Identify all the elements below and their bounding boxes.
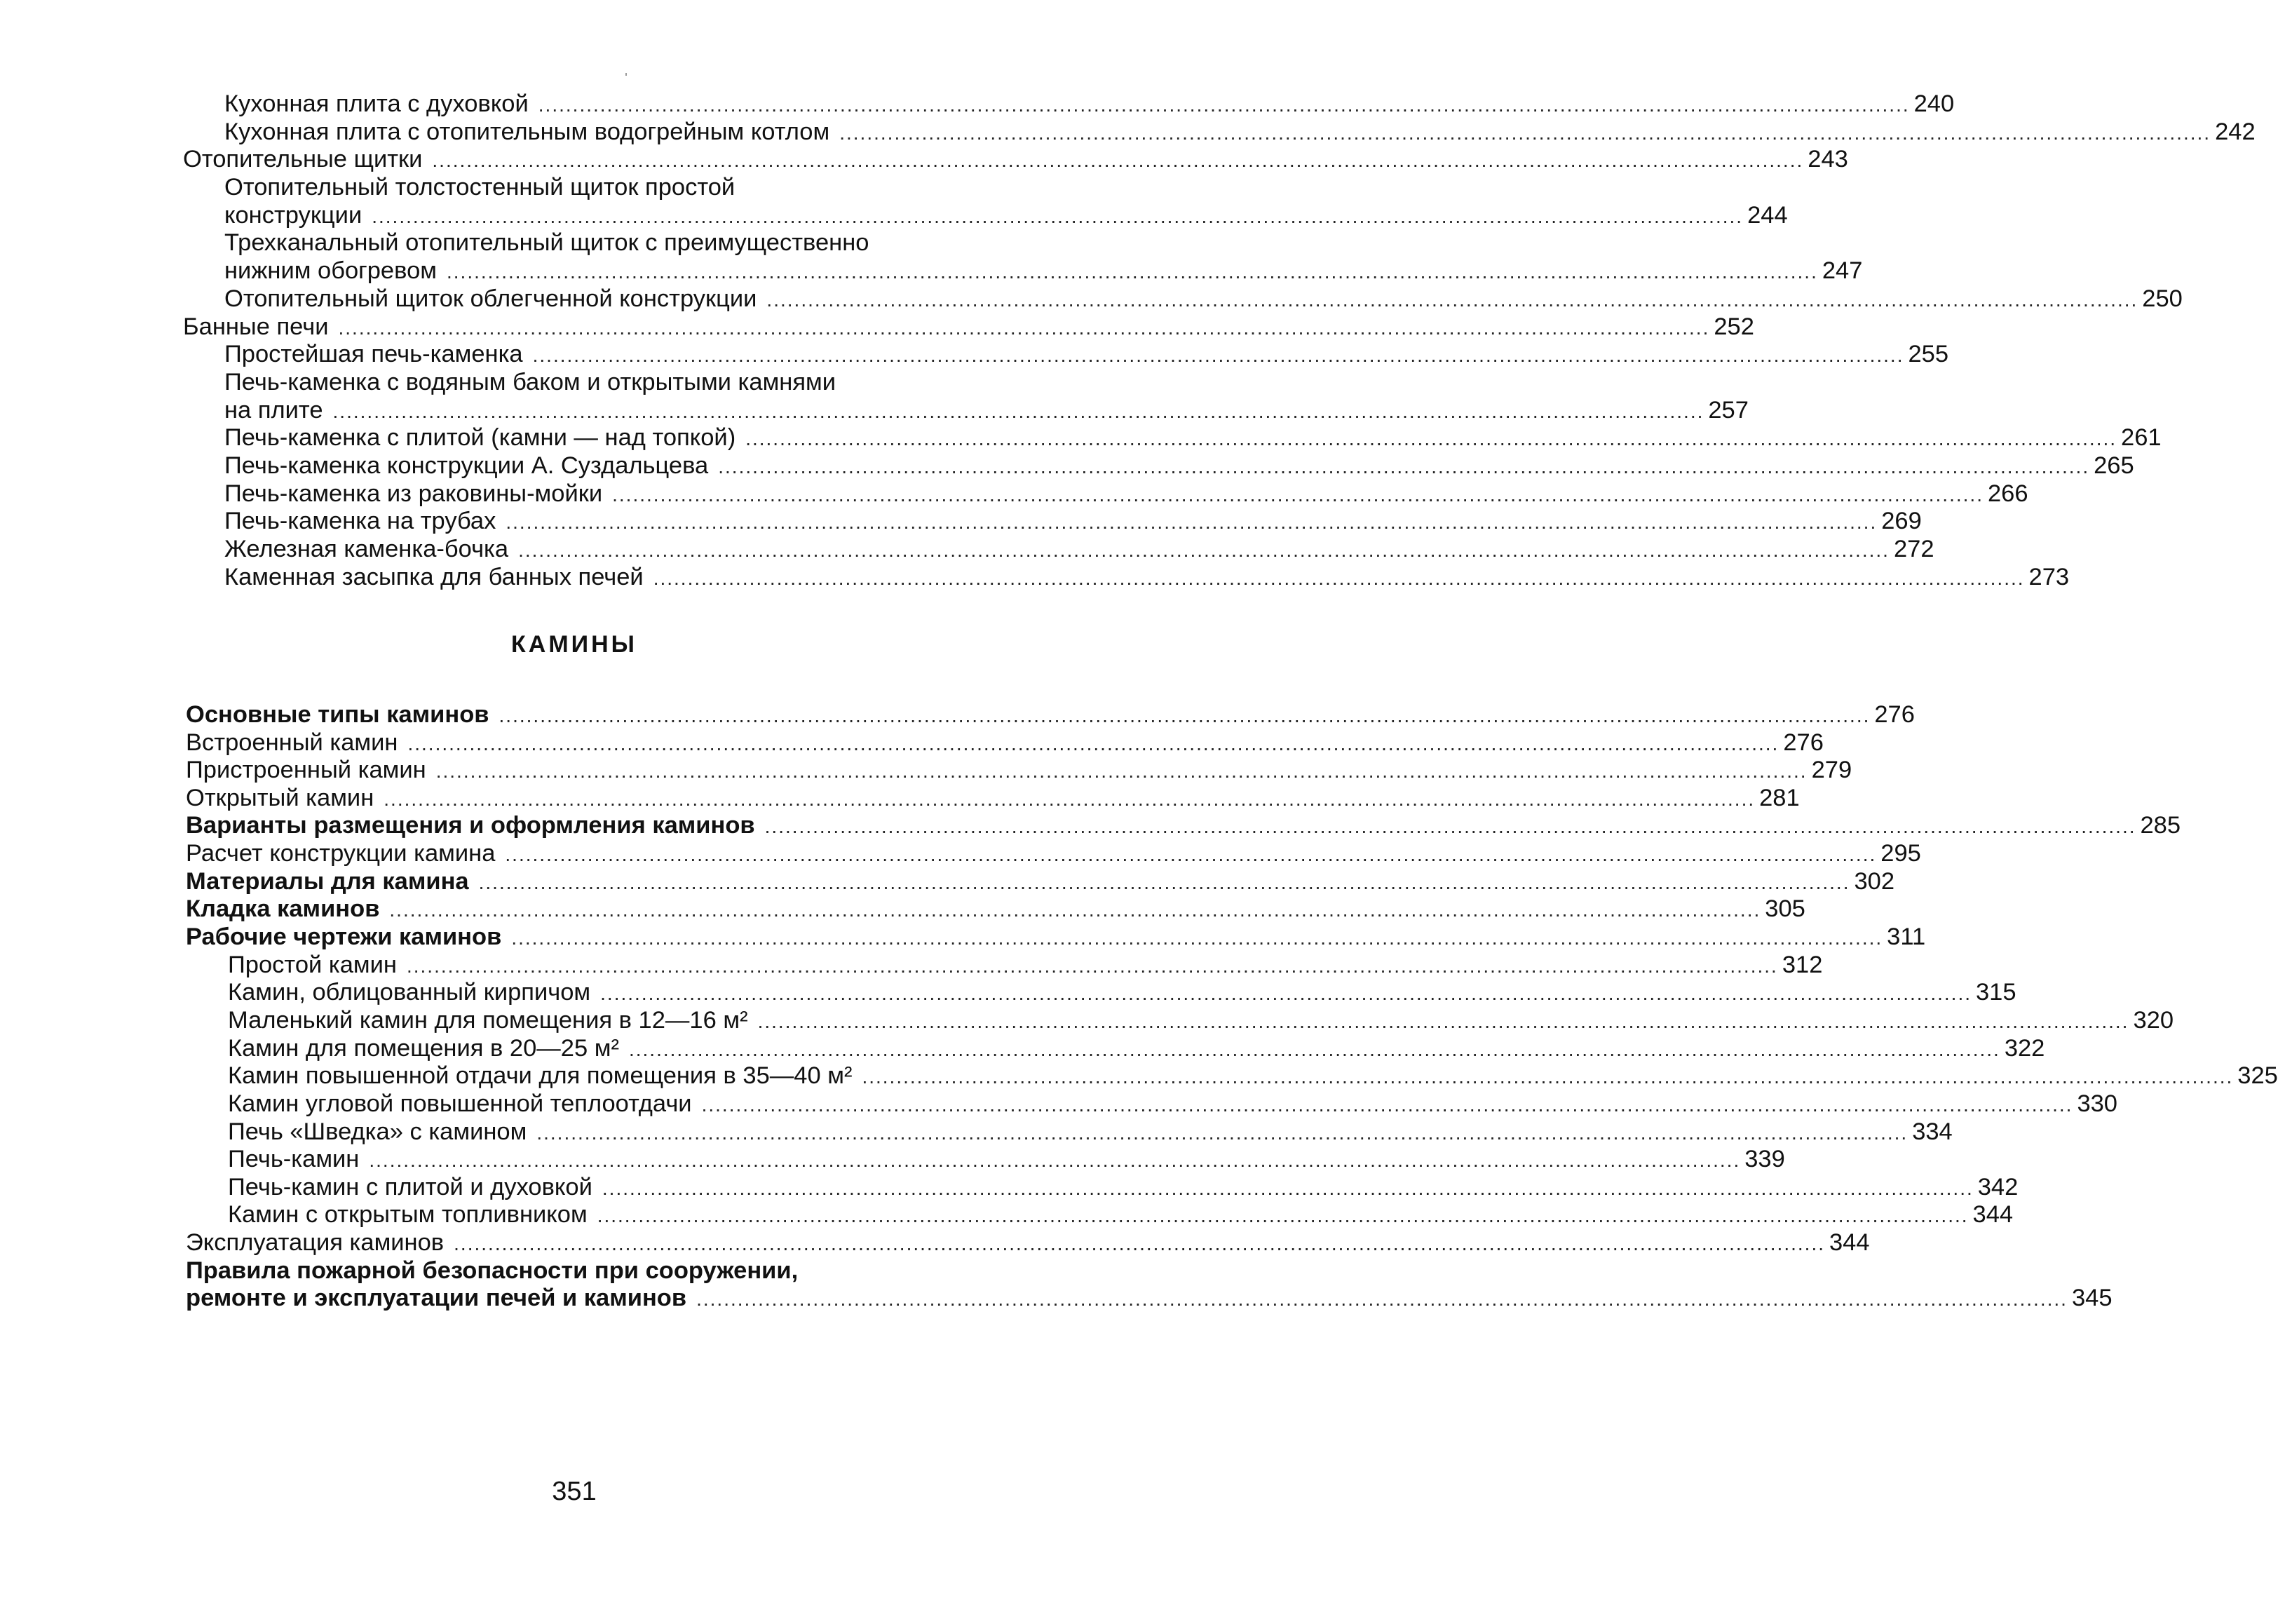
dot-leader: ........................................................................................................................................................................................................	[332, 400, 1704, 422]
toc-entry-title: Печь-каменка из раковины-мойки	[224, 480, 603, 507]
toc-entry-title: Каменная засыпка для банных печей	[224, 564, 644, 590]
toc-entry-title: Камин, облицованный кирпичом	[228, 979, 591, 1006]
toc-entry	[224, 563, 2070, 593]
toc-entry-page: 344	[1972, 1201, 2014, 1228]
toc-entry	[224, 340, 1949, 370]
toc-entry	[228, 1118, 1953, 1147]
toc-entry-title: Кухонная плита с духовкой	[224, 90, 529, 117]
toc-entry	[228, 1006, 2174, 1036]
toc-entry-title: Камин с открытым топливником	[228, 1201, 588, 1228]
toc-entry	[228, 1090, 2117, 1119]
toc-entry-title-cont: нижним обогревом	[224, 257, 437, 284]
toc-entry	[224, 90, 1955, 119]
scan-speck	[625, 73, 627, 76]
dot-leader: ........................................................................................................................................................................................................	[435, 760, 1808, 782]
toc-entry-page: 305	[1765, 895, 1805, 922]
toc-entry-title-cont: конструкции	[224, 202, 362, 229]
toc-entry-title: Отопительный толстостенный щиток простой	[224, 174, 735, 201]
toc-entry-title: Основные типы каминов	[186, 701, 489, 728]
toc-entry	[186, 839, 1921, 869]
toc-entry	[183, 145, 1848, 175]
dot-leader: ........................................................................................................................................................................................................	[600, 982, 1972, 1004]
toc-entry-title: Камин для помещения в 20—25 м²	[228, 1035, 619, 1062]
toc-entry-title: Печь-каменка конструкции А. Суздальцева	[224, 452, 709, 479]
toc-entry	[224, 201, 1788, 231]
toc-entry-page: 339	[1744, 1146, 1785, 1172]
dot-leader: ........................................................................................................................................................................................................	[757, 1010, 2129, 1032]
toc-entry	[228, 951, 1823, 980]
toc-entry	[186, 729, 1824, 758]
dot-leader: ........................................................................................................................................................................................................	[478, 872, 1850, 893]
toc-entry-page: 242	[2215, 119, 2256, 145]
toc-entry	[228, 1145, 1785, 1175]
toc-entry-title: Камин повышенной отдачи для помещения в 35—40 м²	[228, 1062, 853, 1089]
dot-leader: ........................................................................................................................................................................................................	[511, 927, 1883, 949]
toc-entry-title: Камин угловой повышенной теплоотдачи	[228, 1090, 692, 1117]
toc-entry-page: 266	[1987, 480, 2028, 507]
toc-entry-page: 281	[1759, 785, 1800, 811]
toc-entry-title: Кладка каминов	[186, 895, 380, 922]
toc-entry	[228, 1034, 2045, 1064]
dot-leader: ........................................................................................................................................................................................................	[407, 733, 1779, 755]
toc-entry-title: Встроенный камин	[186, 729, 398, 756]
dot-leader: ........................................................................................................................................................................................................	[432, 149, 1804, 171]
toc-entry	[224, 507, 1922, 536]
toc-entry-page: 312	[1782, 952, 1823, 978]
dot-leader: ........................................................................................................................................................................................................	[406, 955, 1778, 977]
toc-entry	[224, 257, 1863, 286]
dot-leader: ........................................................................................................................................................................................................	[538, 94, 1910, 116]
toc-entry-title: Пристроенный камин	[186, 757, 426, 783]
dot-leader: ........................................................................................................................................................................................................	[532, 344, 1904, 366]
toc-entry-page: 315	[1976, 979, 2016, 1006]
dot-leader: ........................................................................................................................................................................................................	[389, 899, 1761, 921]
toc-entry	[183, 313, 1754, 342]
dot-leader: ........................................................................................................................................................................................................	[597, 1205, 1969, 1226]
toc-entry	[186, 867, 1895, 897]
dot-leader: ........................................................................................................................................................................................................	[862, 1066, 2234, 1088]
toc-entry-title: Простейшая печь-каменка	[224, 341, 523, 367]
toc-entry-page: 244	[1747, 202, 1788, 229]
toc-entry-title: Железная каменка-бочка	[224, 536, 509, 562]
toc-entry-page: 255	[1908, 341, 1949, 367]
toc-entry-page: 342	[1977, 1174, 2019, 1200]
toc-entry-page: 345	[2071, 1285, 2113, 1311]
toc-entry	[224, 452, 2134, 481]
dot-leader: ........................................................................................................................................................................................................	[384, 788, 1756, 810]
toc-entry-title: Расчет конструкции камина	[186, 840, 496, 867]
dot-leader: ........................................................................................................................................................................................................	[372, 205, 1744, 227]
toc-entry-title: Отопительные щитки	[183, 146, 423, 172]
toc-entry-title: Рабочие чертежи каминов	[186, 923, 502, 950]
toc-entry	[186, 756, 1852, 785]
dot-leader: ........................................................................................................................................................................................................	[338, 317, 1710, 339]
toc-entry-title: Печь-камин	[228, 1146, 360, 1172]
dot-leader: ........................................................................................................................................................................................................	[369, 1149, 1741, 1171]
toc-entry-page: 240	[1913, 90, 1955, 117]
toc-entry-title: Кухонная плита с отопительным водогрейным котлом	[224, 119, 830, 145]
toc-entry-title: Трехканальный отопительный щиток с преимущественно	[224, 229, 869, 256]
dot-leader: ........................................................................................................................................................................................................	[499, 705, 1871, 726]
toc-entry-page: 285	[2140, 812, 2181, 839]
toc-entry-page: 265	[2094, 452, 2134, 479]
toc-entry-title: Правила пожарной безопасности при сооружении,	[186, 1257, 799, 1284]
toc-entry-title: Печь-каменка с водяным баком и открытыми камнями	[224, 369, 836, 395]
dot-leader: ........................................................................................................................................................................................................	[696, 1288, 2068, 1310]
dot-leader: ........................................................................................................................................................................................................	[518, 539, 1890, 561]
section-heading: КАМИНЫ	[511, 631, 637, 658]
toc-entry	[186, 1229, 1870, 1258]
dot-leader: ........................................................................................................................................................................................................	[446, 261, 1818, 283]
dot-leader: ........................................................................................................................................................................................................	[506, 511, 1878, 533]
toc-entry-title: Печь «Шведка» с камином	[228, 1118, 527, 1145]
toc-entry-title: Простой камин	[228, 952, 397, 978]
toc-entry-page: 344	[1829, 1229, 1870, 1256]
toc-entry-title: Эксплуатация каминов	[186, 1229, 445, 1256]
toc-entry-page: 320	[2133, 1007, 2174, 1034]
dot-leader: ........................................................................................................................................................................................................	[628, 1038, 2000, 1060]
toc-entry	[228, 1200, 2014, 1230]
toc-entry	[186, 895, 1805, 924]
toc-entry-page: 334	[1912, 1118, 1953, 1145]
toc-entry-page: 276	[1783, 729, 1824, 756]
toc-entry-title: Маленький камин для помещения в 12—16 м²	[228, 1007, 748, 1034]
toc-entry	[228, 1062, 2278, 1091]
dot-leader: ........................................................................................................................................................................................................	[505, 844, 1877, 865]
toc-entry-page: 325	[2237, 1062, 2278, 1089]
dot-leader: ........................................................................................................................................................................................................	[839, 122, 2211, 144]
toc-entry	[186, 701, 1915, 730]
dot-leader: ........................................................................................................................................................................................................	[653, 567, 2025, 589]
toc-entry	[224, 480, 2028, 509]
toc-entry	[224, 424, 2162, 453]
toc-entry-title: Варианты размещения и оформления каминов	[186, 812, 755, 839]
toc-entry-page: 302	[1854, 868, 1895, 895]
dot-leader: ........................................................................................................................................................................................................	[701, 1094, 2073, 1116]
toc-entry	[224, 535, 1934, 564]
toc-entry-page: 322	[2004, 1035, 2045, 1062]
toc-entry	[228, 978, 2016, 1008]
toc-entry-title: Банные печи	[183, 313, 329, 340]
toc-entry-page: 311	[1887, 923, 1926, 950]
toc-entry-title: Печь-камин с плитой и духовкой	[228, 1174, 592, 1200]
toc-entry	[224, 396, 1749, 426]
dot-leader: ........................................................................................................................................................................................................	[536, 1122, 1908, 1144]
toc-entry-title: Открытый камин	[186, 785, 374, 811]
toc-entry-page: 250	[2142, 285, 2183, 312]
toc-entry-page: 269	[1881, 508, 1922, 534]
dot-leader: ........................................................................................................................................................................................................	[454, 1233, 1825, 1254]
toc-entry	[186, 784, 1800, 813]
toc-entry-page: 252	[1714, 313, 1754, 340]
toc-entry	[186, 923, 1926, 952]
page-number: 351	[552, 1477, 597, 1506]
dot-leader: ........................................................................................................................................................................................................	[612, 484, 1984, 506]
toc-entry	[186, 1284, 2113, 1313]
dot-leader: ........................................................................................................................................................................................................	[602, 1177, 1974, 1199]
toc-entry-page: 330	[2077, 1090, 2117, 1117]
toc-entry-page: 243	[1808, 146, 1848, 172]
toc-entry-page: 272	[1893, 536, 1934, 562]
toc-entry-page: 273	[2028, 564, 2070, 590]
toc-entry-title: Отопительный щиток облегченной конструкции	[224, 285, 757, 312]
toc-entry	[224, 118, 2256, 147]
dot-leader: ........................................................................................................................................................................................................	[718, 456, 2090, 478]
toc-entry-page: 257	[1708, 397, 1749, 424]
toc-entry-title: Печь-каменка с плитой (камни — над топкой)	[224, 424, 736, 451]
toc-entry-page: 261	[2121, 424, 2162, 451]
toc-entry-page: 247	[1822, 257, 1863, 284]
toc-entry-title: Печь-каменка на трубах	[224, 508, 496, 534]
toc-entry-title-cont: ремонте и эксплуатации печей и каминов	[186, 1285, 687, 1311]
dot-leader: ........................................................................................................................................................................................................	[764, 816, 2136, 837]
toc-entry-page: 276	[1874, 701, 1915, 728]
toc-entry-page: 295	[1880, 840, 1921, 867]
toc-entry-page: 279	[1811, 757, 1852, 783]
toc-entry-title: Материалы для камина	[186, 868, 469, 895]
dot-leader: ........................................................................................................................................................................................................	[745, 428, 2117, 449]
toc-entry	[186, 811, 2181, 841]
toc-entry-title-cont: на плите	[224, 397, 323, 424]
dot-leader: ........................................................................................................................................................................................................	[766, 289, 2138, 311]
toc-entry	[224, 285, 2183, 314]
toc-entry	[228, 1173, 2019, 1203]
